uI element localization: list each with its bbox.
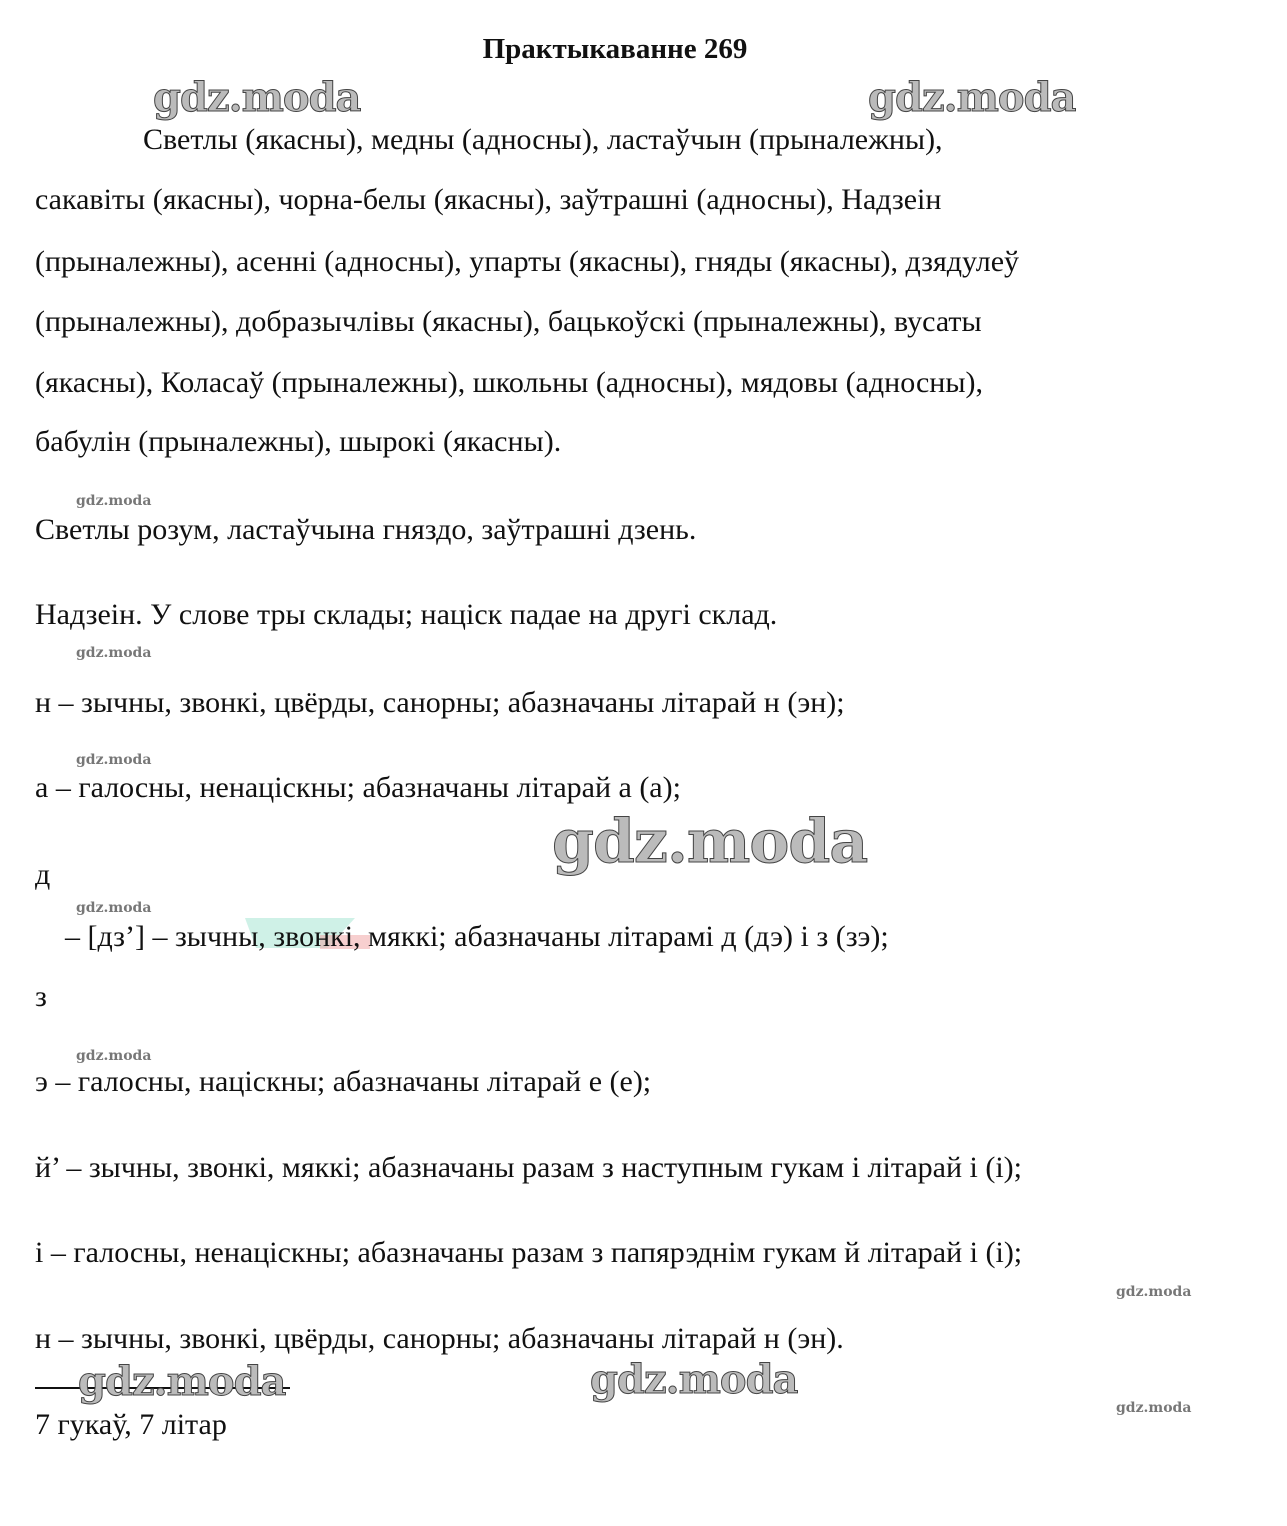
sound-line: з [35,980,47,1013]
watermark: gdz.moda [76,645,152,661]
paragraph-line: (прыналежны), добразычлівы (якасны), бацькоўскі (прыналежны), вусаты [35,305,982,338]
watermark: gdz.moda [552,807,868,877]
analysis-intro: Надзеін. У слове тры склады; націск падае на другі склад. [35,598,778,631]
phrases: Светлы розум, ластаўчына гняздо, заўтрашні дзень. [35,513,697,546]
watermark: gdz.moda [76,900,152,916]
paragraph-line: (якасны), Коласаў (прыналежны), школьны (адносны), мядовы (адносны), [35,366,983,399]
paragraph-line: бабулін (прыналежны), шырокі (якасны). [35,425,562,458]
watermark: gdz.moda [868,74,1076,121]
sound-line: н – зычны, звонкі, цвёрды, санорны; абазначаны літарай н (эн). [35,1322,844,1355]
sound-line: – [дз’] – зычны, звонкі, мяккі; абазначаны літарамі д (дэ) і з (зэ); [65,920,889,953]
sound-line: і – галосны, ненаціскны; абазначаны разам з папярэднім гукам й літарай і (і); [35,1236,1023,1269]
watermark: gdz.moda [78,1358,286,1405]
sound-line: н – зычны, звонкі, цвёрды, санорны; абазначаны літарай н (эн); [35,686,845,719]
summary: 7 гукаў, 7 літар [35,1408,227,1441]
paragraph-line: (прыналежны), асенні (адносны), упарты (якасны), гняды (якасны), дзядулеў [35,245,1020,278]
watermark: gdz.moda [76,752,152,768]
sound-line: д [35,858,51,891]
paragraph-line: Светлы (якасны), медны (адносны), ластаўчын (прыналежны), [143,123,943,156]
watermark: gdz.moda [1116,1400,1192,1416]
sound-line: э – галосны, націскны; абазначаны літарай е (е); [35,1065,652,1098]
sound-line: й’ – зычны, звонкі, мяккі; абазначаны разам з наступным гукам і літарай і (і); [35,1151,1023,1184]
watermark: gdz.moda [1116,1284,1192,1300]
watermark: gdz.moda [76,493,152,509]
paragraph-line: сакавіты (якасны), чорна-белы (якасны), заўтрашні (адносны), Надзеін [35,183,942,216]
page-title: Практыкаванне 269 [482,33,748,65]
watermark: gdz.moda [590,1356,798,1403]
watermark: gdz.moda [76,1048,152,1064]
sound-line: а – галосны, ненаціскны; абазначаны літарай а (а); [35,771,681,804]
watermark: gdz.moda [153,74,361,121]
